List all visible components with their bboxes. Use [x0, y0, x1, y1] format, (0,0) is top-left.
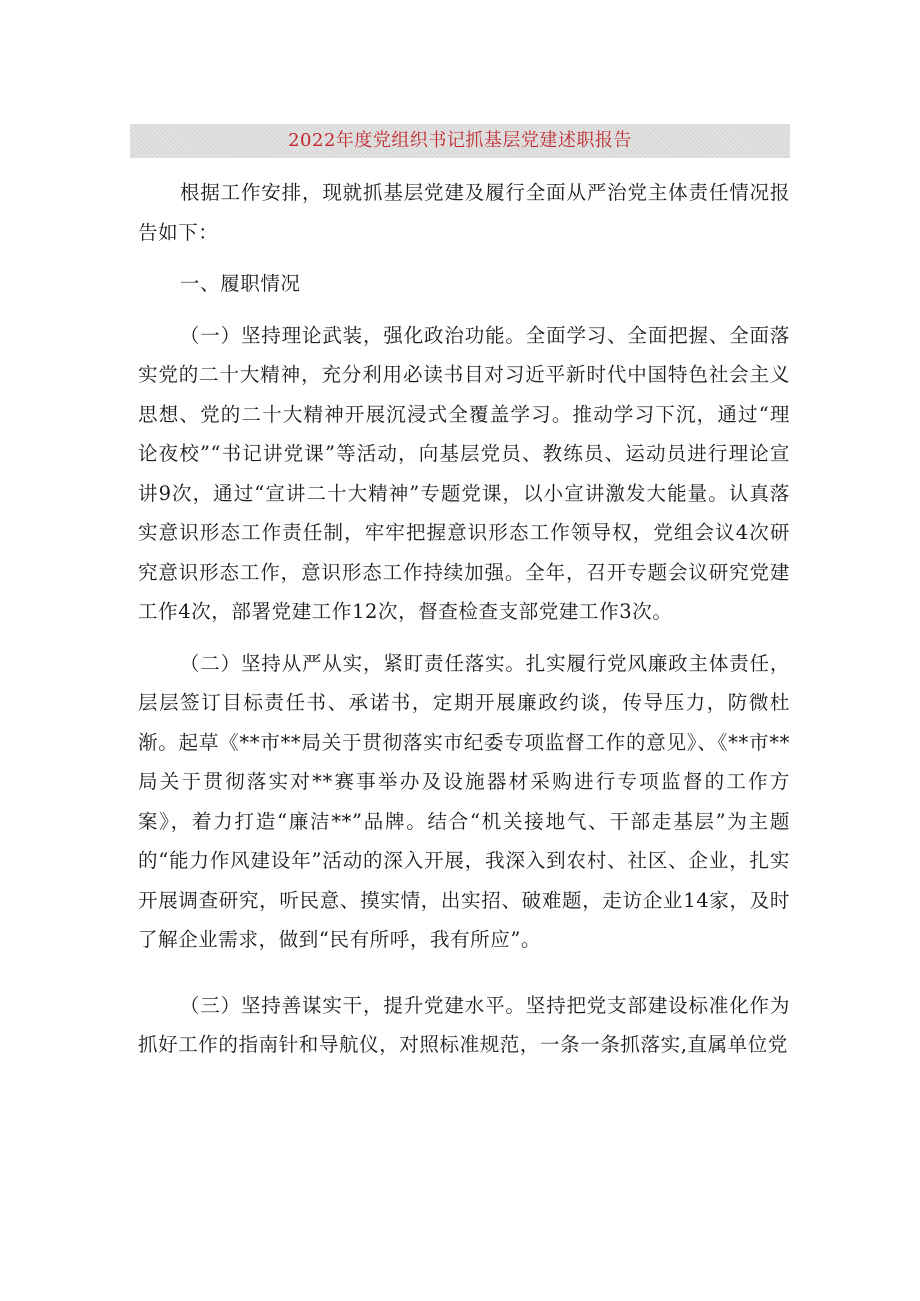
paragraph-2: （二）坚持从严从实，紧盯责任落实。扎实履行党风廉政主体责任，层层签订目标责任书、承诺书，定期开展廉政约谈，传导压力，防微杜渐。起草《**市**局关于贯彻落实市纪委专项监督工作的意见》、《**市**局关于贯彻落实对**赛事举办及设施器材采购进行专项监督的工作方案》，着力打造“廉洁**”品牌。结合“机关接地气、干部走基层”为主题的“能力作风建设年”活动的深入开展，我深入到农村、社区、企业，扎实开展调查研究，听民意、摸实情，出实招、破难题，走访企业14家，及时了解企业需求，做到“民有所呼，我有所应”。 — [138, 651, 790, 951]
paragraph-1: （一）坚持理论武装，强化政治功能。全面学习、全面把握、全面落实党的二十大精神，充分利用必读书目对习近平新时代中国特色社会主义思想、党的二十大精神开展沉浸式全覆盖学习。推动学习下沉，通过“理论夜校”“书记讲党课”等活动，向基层党员、教练员、运动员进行理论宣讲9次，通过“宣讲二十大精神”专题党课，以小宣讲激发大能量。认真落实意识形态工作责任制，牢牢把握意识形态工作领导权，党组会议4次研究意识形态工作，意识形态工作持续加强。全年，召开专题会议研究党建工作4次，部署党建工作12次，督查检查支部党建工作3次。 — [138, 323, 790, 623]
intro-paragraph: 根据工作安排，现就抓基层党建及履行全面从严治党主体责任情况报告如下： — [138, 181, 790, 244]
section-heading: 一、履职情况 — [179, 272, 301, 295]
paragraph-3: （三）坚持善谋实干，提升党建水平。坚持把党支部建设标准化作为抓好工作的指南针和导航仪，对照标准规范，一条一条抓落实,直属单位党 — [138, 993, 790, 1056]
document-body — [138, 173, 790, 1065]
document-title: 2022年度党组织书记抓基层党建述职报告 — [288, 130, 632, 151]
